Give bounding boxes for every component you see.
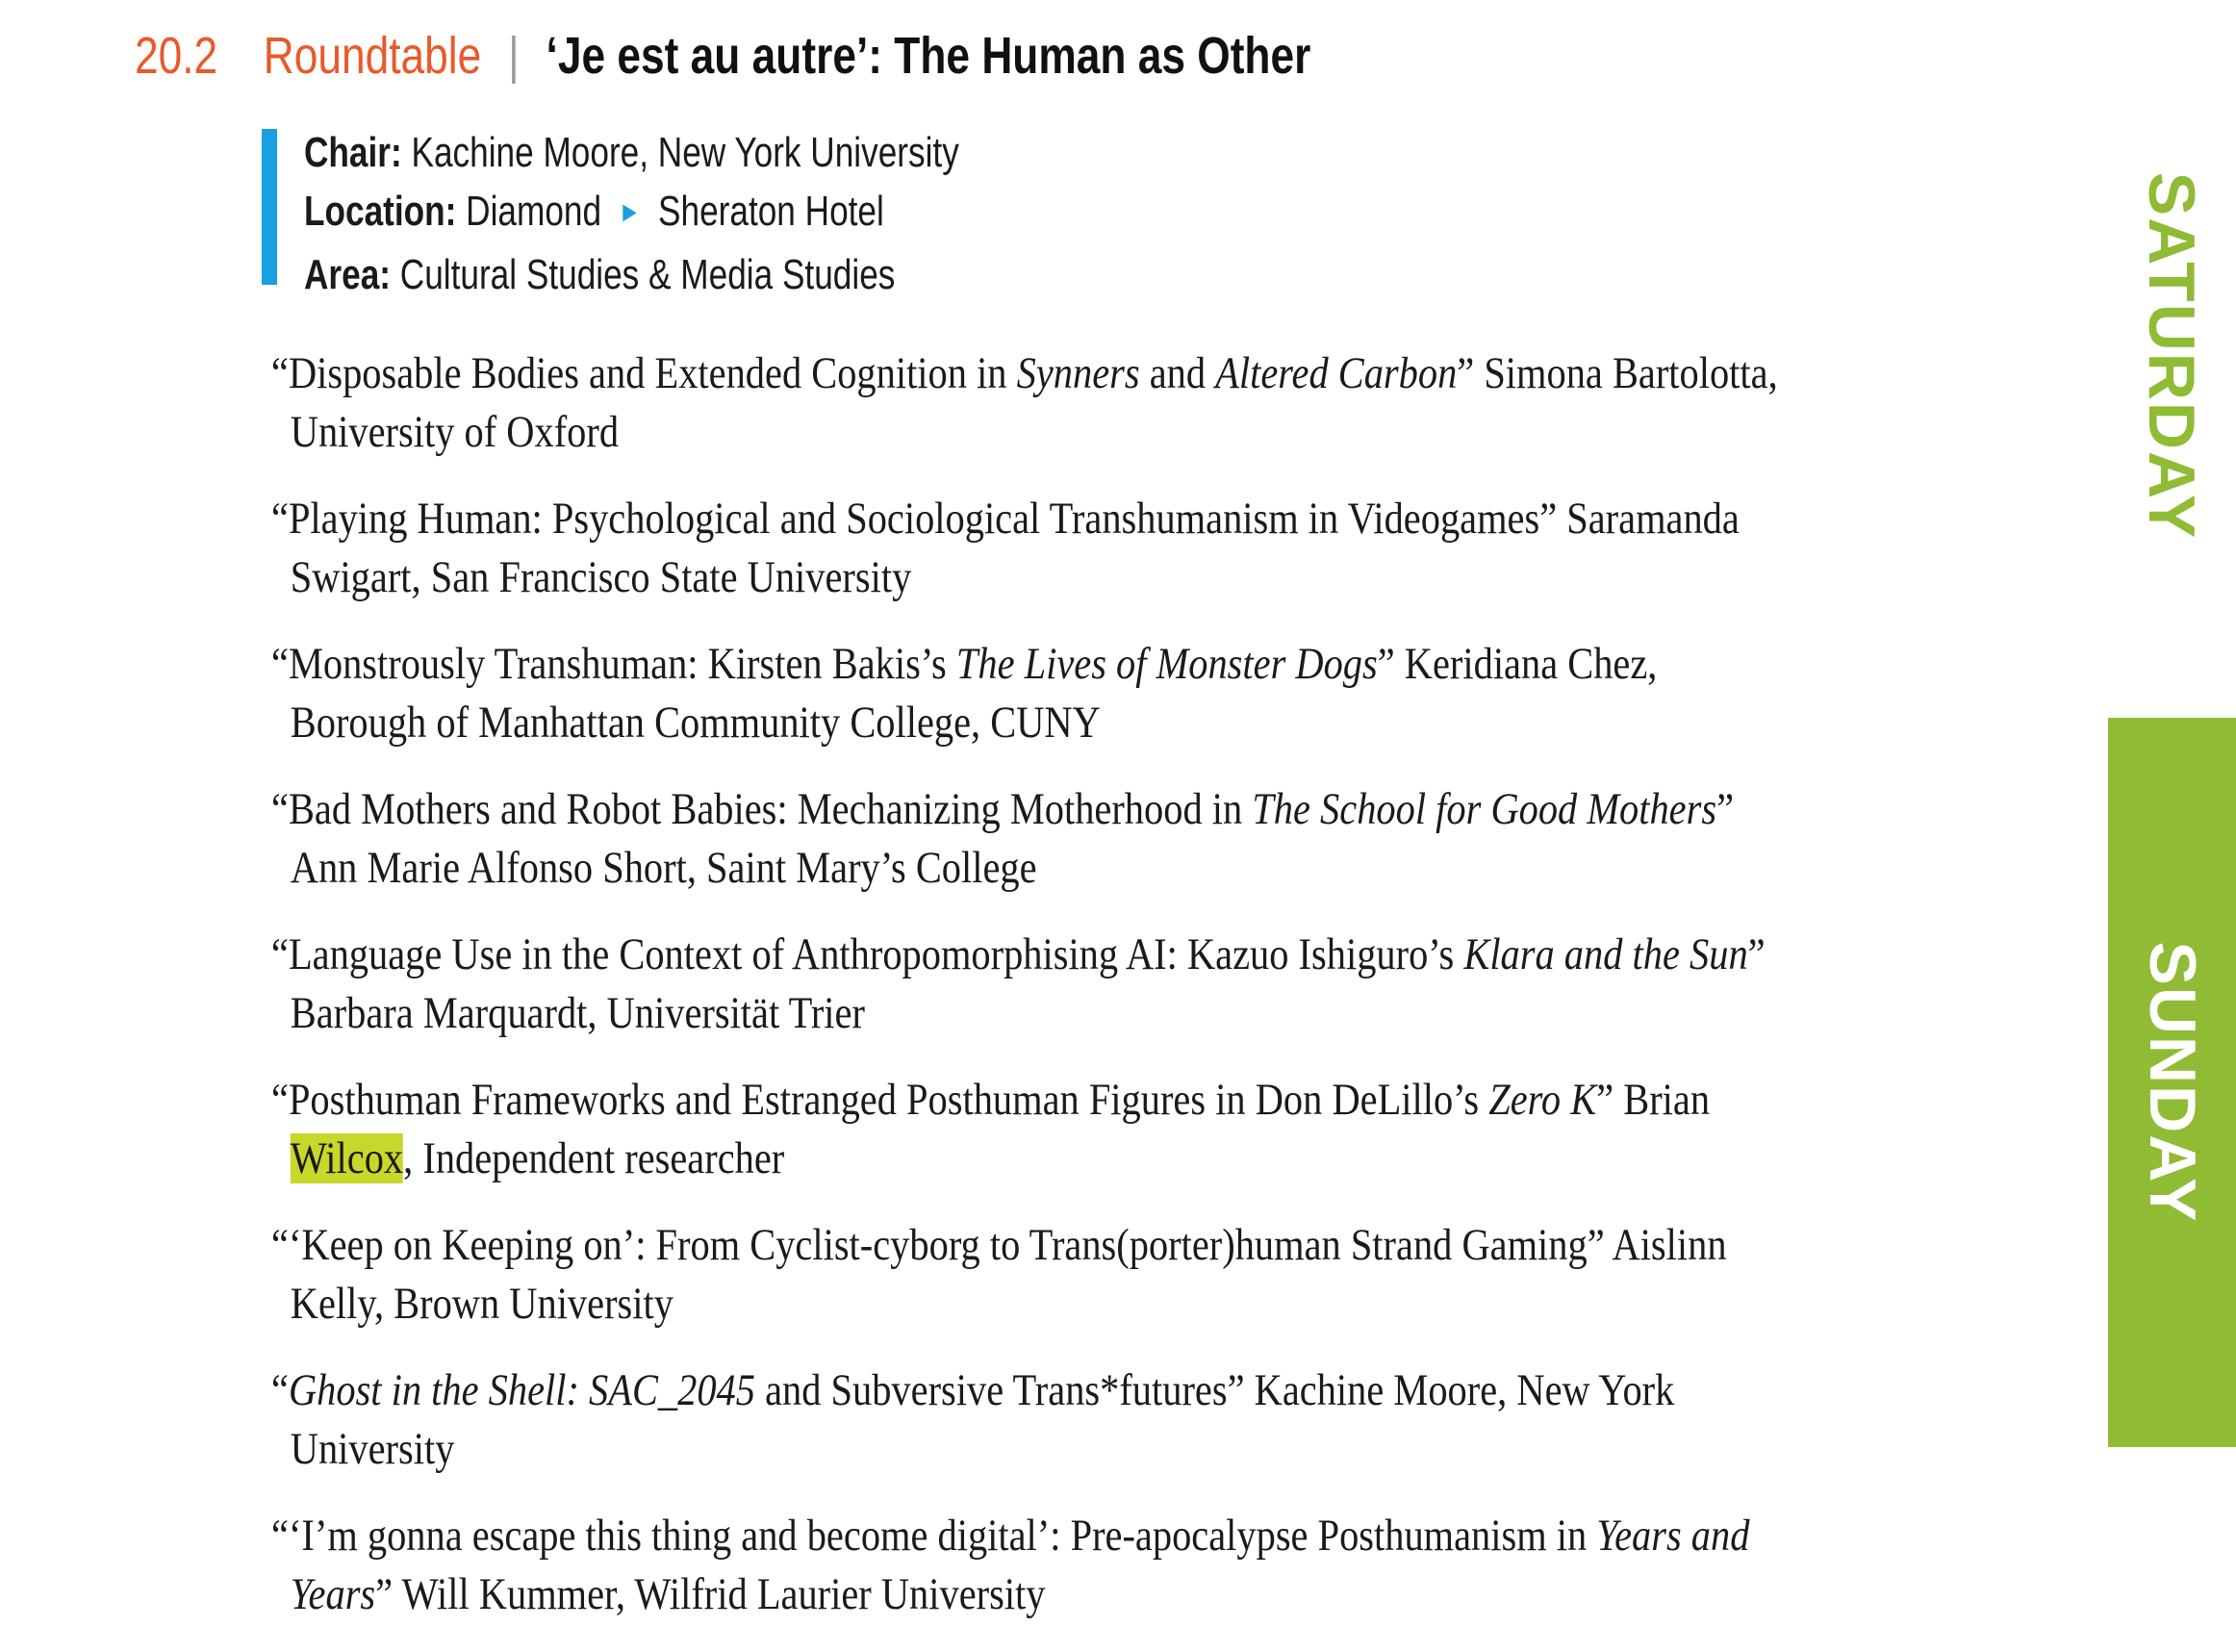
tab-sunday-label: SUNDAY	[2135, 941, 2209, 1224]
paper-text: ” Ann Marie Alfonso Short, Saint Mary’s College	[290, 784, 1735, 893]
paper-item	[271, 635, 1802, 751]
paper-text: “Bad Mothers and Robot Babies: Mechanizing Motherhood in	[271, 784, 1253, 834]
paper-item	[271, 1361, 1802, 1478]
paper-italic-title: Zero K	[1488, 1075, 1597, 1125]
paper-text: and	[1139, 348, 1216, 398]
meta-lines	[304, 123, 959, 304]
session-title: ‘Je est au autre’: The Human as Other	[546, 27, 1311, 85]
paper-italic-title: Klara and the Sun	[1463, 929, 1748, 979]
paper-item	[271, 926, 1802, 1042]
tab-saturday[interactable]	[2107, 144, 2236, 568]
paper-italic-title: The Lives of Monster Dogs	[955, 639, 1378, 689]
location-room: Diamond	[466, 188, 602, 235]
header-divider: |	[508, 27, 520, 85]
arrow-right-icon: ►	[618, 196, 642, 228]
paper-item	[271, 1507, 1802, 1623]
paper-italic-title: Ghost in the Shell: SAC_2045	[288, 1365, 755, 1415]
tab-saturday-label: SATURDAY	[2135, 171, 2208, 541]
paper-list	[271, 344, 1802, 1652]
paper-item	[271, 1216, 1802, 1333]
highlighted-text: Wilcox	[290, 1132, 404, 1183]
session-meta	[262, 129, 1416, 298]
paper-text: “‘I’m gonna escape this thing and become digital’: Pre-apocalypse Posthumanism in	[271, 1511, 1597, 1561]
area-label: Area:	[304, 251, 391, 298]
paper-text: and Subversive Trans*futures” Kachine Moore, New York University	[290, 1365, 1675, 1474]
paper-italic-title: Synners	[1016, 348, 1140, 398]
paper-text: ” Barbara Marquardt, Universität Trier	[290, 929, 1766, 1038]
tab-sunday[interactable]	[2108, 718, 2236, 1447]
paper-text: ” Simona Bartolotta, University of Oxford	[290, 348, 1778, 457]
chair-label: Chair:	[304, 129, 402, 176]
paper-item	[271, 490, 1802, 606]
paper-italic-title: Years and Years	[290, 1511, 1750, 1619]
paper-text: ” Will Kummer, Wilfrid Laurier University	[375, 1568, 1046, 1619]
paper-item	[271, 344, 1802, 461]
paper-item	[271, 780, 1802, 897]
session-number: 20.2	[135, 27, 218, 85]
session-type: Roundtable	[263, 27, 482, 85]
location-line	[304, 182, 959, 245]
paper-text: “Monstrously Transhuman: Kirsten Bakis’s	[271, 639, 956, 689]
area-value: Cultural Studies & Media Studies	[399, 251, 896, 298]
area-line	[304, 245, 959, 304]
chair-value: Kachine Moore, New York University	[411, 129, 959, 176]
paper-text: , Independent researcher	[403, 1132, 785, 1183]
paper-text: “Disposable Bodies and Extended Cognition in	[271, 348, 1017, 398]
paper-italic-title: Altered Carbon	[1215, 348, 1458, 398]
paper-text: ” Keridiana Chez, Borough of Manhattan Community College, CUNY	[290, 639, 1658, 748]
meta-accent-bar	[262, 129, 277, 285]
paper-text: “Language Use in the Context of Anthropomorphising AI: Kazuo Ishiguro’s	[271, 929, 1464, 979]
location-venue: Sheraton Hotel	[658, 188, 884, 235]
paper-text: “	[271, 1365, 289, 1415]
paper-text: “Posthuman Frameworks and Estranged Posthuman Figures in Don DeLillo’s	[271, 1075, 1489, 1125]
session-header	[135, 17, 1310, 94]
paper-text: “‘Keep on Keeping on’: From Cyclist-cyborg to Trans(porter)human Strand Gaming” Aislinn Kelly, Brown University	[271, 1220, 1727, 1329]
paper-item	[271, 1071, 1802, 1187]
paper-text: “Playing Human: Psychological and Sociological Transhumanism in Videogames” Saramanda Swigart, San Francisco State University	[271, 494, 1740, 602]
paper-text: ” Brian	[1596, 1075, 1711, 1125]
location-label: Location:	[304, 188, 457, 235]
paper-italic-title: The School for Good Mothers	[1252, 784, 1717, 834]
chair-line	[304, 123, 959, 182]
